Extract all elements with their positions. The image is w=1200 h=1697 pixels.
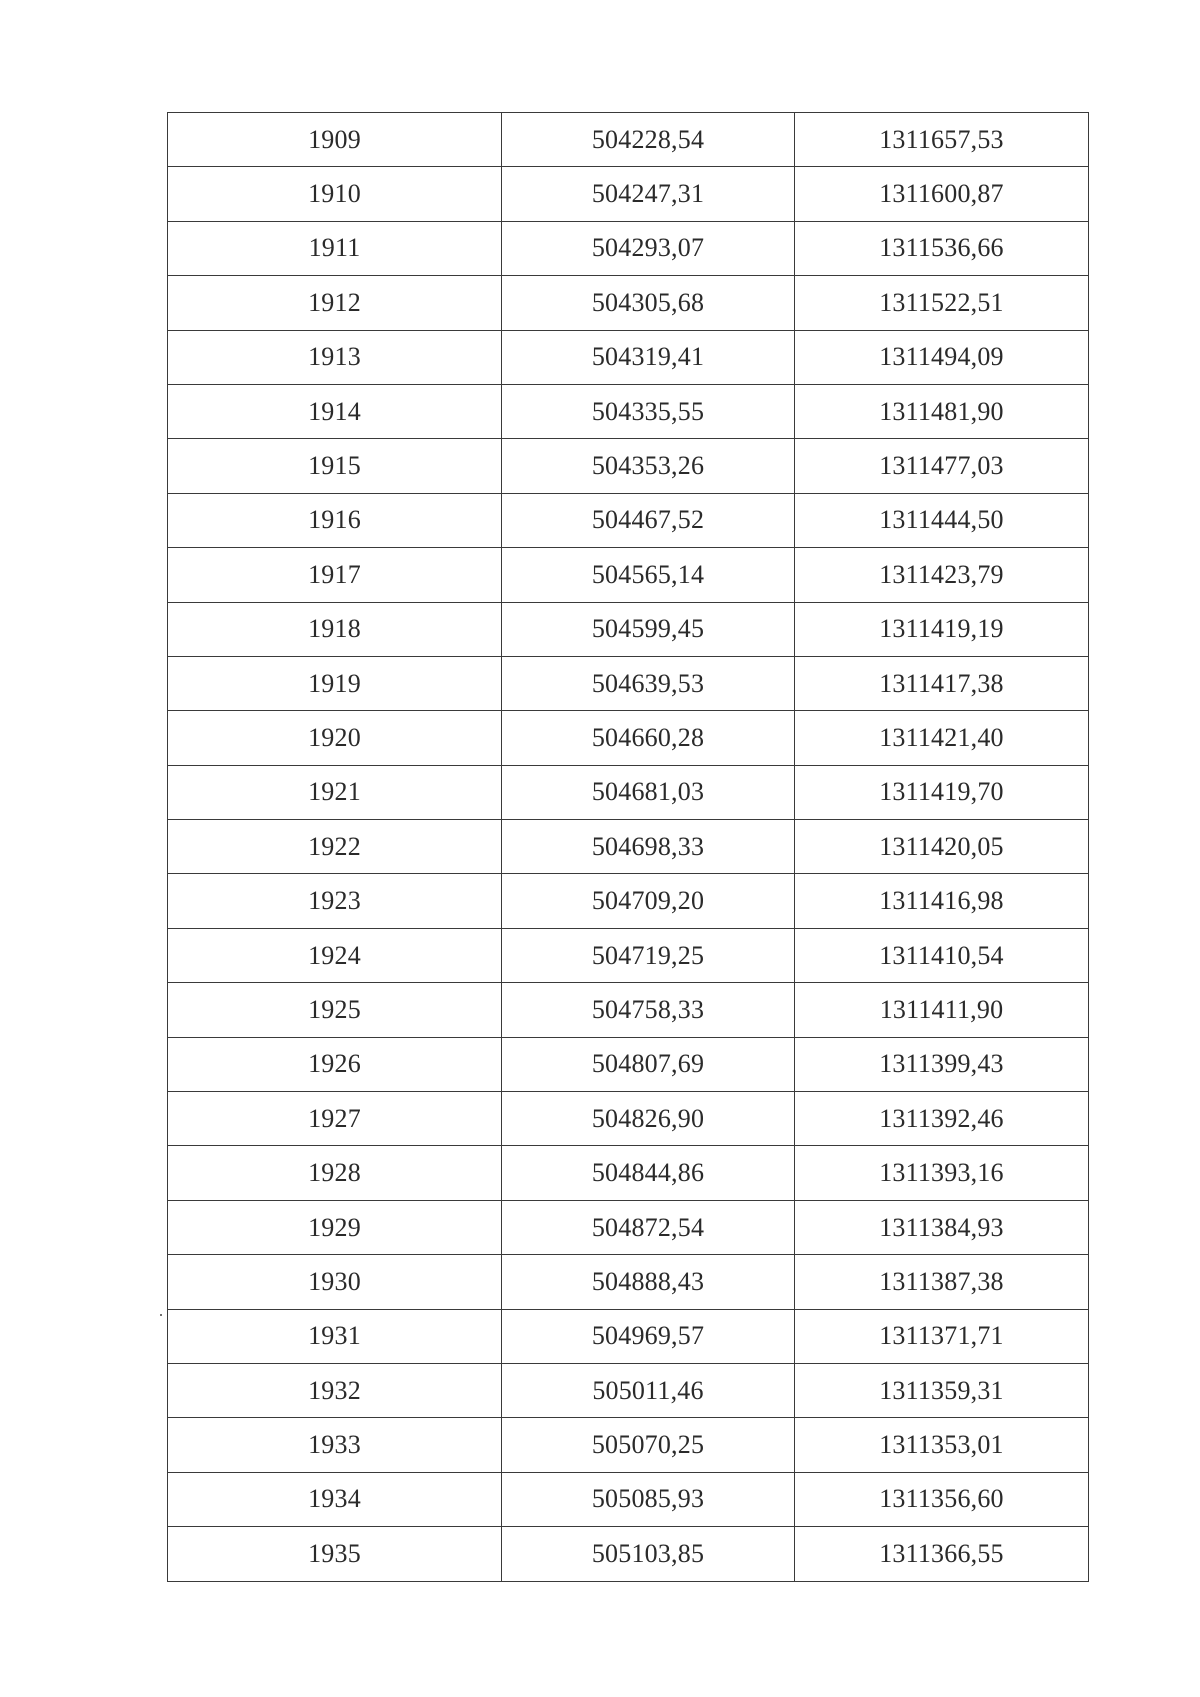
x-coordinate-cell: 504599,45 (502, 602, 795, 656)
point-number-cell: 1930 (168, 1255, 502, 1309)
point-number-cell: 1928 (168, 1146, 502, 1200)
table-row (168, 384, 1089, 438)
point-number-cell: 1914 (168, 384, 502, 438)
y-coordinate-cell: 1311444,50 (795, 493, 1089, 547)
point-number-cell: 1923 (168, 874, 502, 928)
point-number-cell: 1918 (168, 602, 502, 656)
y-coordinate-cell: 1311419,19 (795, 602, 1089, 656)
table-row (168, 276, 1089, 330)
x-coordinate-cell: 504872,54 (502, 1200, 795, 1254)
y-coordinate-cell: 1311353,01 (795, 1418, 1089, 1472)
x-coordinate-cell: 504844,86 (502, 1146, 795, 1200)
table-row (168, 1146, 1089, 1200)
y-coordinate-cell: 1311481,90 (795, 384, 1089, 438)
x-coordinate-cell: 504888,43 (502, 1255, 795, 1309)
table-row (168, 874, 1089, 928)
x-coordinate-cell: 504719,25 (502, 928, 795, 982)
table-row (168, 1309, 1089, 1363)
y-coordinate-cell: 1311419,70 (795, 765, 1089, 819)
table-row (168, 765, 1089, 819)
point-number-cell: 1920 (168, 711, 502, 765)
x-coordinate-cell: 504335,55 (502, 384, 795, 438)
point-number-cell: 1931 (168, 1309, 502, 1363)
point-number-cell: 1927 (168, 1092, 502, 1146)
x-coordinate-cell: 504319,41 (502, 330, 795, 384)
table-row (168, 439, 1089, 493)
point-number-cell: 1917 (168, 548, 502, 602)
table-row (168, 1255, 1089, 1309)
y-coordinate-cell: 1311384,93 (795, 1200, 1089, 1254)
point-number-cell: 1912 (168, 276, 502, 330)
table-row (168, 928, 1089, 982)
y-coordinate-cell: 1311423,79 (795, 548, 1089, 602)
table-row (168, 1200, 1089, 1254)
coordinates-table-body (168, 113, 1089, 1582)
x-coordinate-cell: 504305,68 (502, 276, 795, 330)
point-number-cell: 1932 (168, 1363, 502, 1417)
table-row (168, 221, 1089, 275)
table-row (168, 1472, 1089, 1526)
x-coordinate-cell: 504247,31 (502, 167, 795, 221)
y-coordinate-cell: 1311657,53 (795, 113, 1089, 167)
table-row (168, 113, 1089, 167)
point-number-cell: 1925 (168, 983, 502, 1037)
point-number-cell: 1921 (168, 765, 502, 819)
point-number-cell: 1933 (168, 1418, 502, 1472)
table-row (168, 1418, 1089, 1472)
y-coordinate-cell: 1311387,38 (795, 1255, 1089, 1309)
y-coordinate-cell: 1311356,60 (795, 1472, 1089, 1526)
table-row (168, 711, 1089, 765)
x-coordinate-cell: 504698,33 (502, 820, 795, 874)
point-number-cell: 1913 (168, 330, 502, 384)
point-number-cell: 1934 (168, 1472, 502, 1526)
x-coordinate-cell: 505070,25 (502, 1418, 795, 1472)
table-row (168, 656, 1089, 710)
table-row (168, 1527, 1089, 1581)
x-coordinate-cell: 504565,14 (502, 548, 795, 602)
y-coordinate-cell: 1311421,40 (795, 711, 1089, 765)
y-coordinate-cell: 1311392,46 (795, 1092, 1089, 1146)
x-coordinate-cell: 505011,46 (502, 1363, 795, 1417)
x-coordinate-cell: 504228,54 (502, 113, 795, 167)
point-number-cell: 1935 (168, 1527, 502, 1581)
x-coordinate-cell: 504660,28 (502, 711, 795, 765)
point-number-cell: 1916 (168, 493, 502, 547)
table-row (168, 1363, 1089, 1417)
y-coordinate-cell: 1311366,55 (795, 1527, 1089, 1581)
y-coordinate-cell: 1311536,66 (795, 221, 1089, 275)
x-coordinate-cell: 504709,20 (502, 874, 795, 928)
x-coordinate-cell: 505085,93 (502, 1472, 795, 1526)
x-coordinate-cell: 504293,07 (502, 221, 795, 275)
table-row (168, 983, 1089, 1037)
y-coordinate-cell: 1311416,98 (795, 874, 1089, 928)
table-row (168, 548, 1089, 602)
table-row (168, 1092, 1089, 1146)
x-coordinate-cell: 504807,69 (502, 1037, 795, 1091)
x-coordinate-cell: 504467,52 (502, 493, 795, 547)
point-number-cell: 1919 (168, 656, 502, 710)
point-number-cell: 1929 (168, 1200, 502, 1254)
table-row (168, 1037, 1089, 1091)
table-row (168, 330, 1089, 384)
coordinates-table (167, 112, 1089, 1582)
y-coordinate-cell: 1311411,90 (795, 983, 1089, 1037)
table-row (168, 602, 1089, 656)
point-number-cell: 1911 (168, 221, 502, 275)
y-coordinate-cell: 1311522,51 (795, 276, 1089, 330)
y-coordinate-cell: 1311371,71 (795, 1309, 1089, 1363)
x-coordinate-cell: 504353,26 (502, 439, 795, 493)
scan-speck (160, 1314, 162, 1316)
y-coordinate-cell: 1311393,16 (795, 1146, 1089, 1200)
x-coordinate-cell: 504639,53 (502, 656, 795, 710)
y-coordinate-cell: 1311399,43 (795, 1037, 1089, 1091)
point-number-cell: 1922 (168, 820, 502, 874)
table-row (168, 493, 1089, 547)
y-coordinate-cell: 1311477,03 (795, 439, 1089, 493)
point-number-cell: 1924 (168, 928, 502, 982)
point-number-cell: 1926 (168, 1037, 502, 1091)
x-coordinate-cell: 505103,85 (502, 1527, 795, 1581)
x-coordinate-cell: 504758,33 (502, 983, 795, 1037)
table-row (168, 167, 1089, 221)
point-number-cell: 1909 (168, 113, 502, 167)
y-coordinate-cell: 1311494,09 (795, 330, 1089, 384)
y-coordinate-cell: 1311359,31 (795, 1363, 1089, 1417)
y-coordinate-cell: 1311417,38 (795, 656, 1089, 710)
x-coordinate-cell: 504826,90 (502, 1092, 795, 1146)
table-row (168, 820, 1089, 874)
y-coordinate-cell: 1311410,54 (795, 928, 1089, 982)
point-number-cell: 1910 (168, 167, 502, 221)
point-number-cell: 1915 (168, 439, 502, 493)
y-coordinate-cell: 1311600,87 (795, 167, 1089, 221)
y-coordinate-cell: 1311420,05 (795, 820, 1089, 874)
x-coordinate-cell: 504969,57 (502, 1309, 795, 1363)
x-coordinate-cell: 504681,03 (502, 765, 795, 819)
